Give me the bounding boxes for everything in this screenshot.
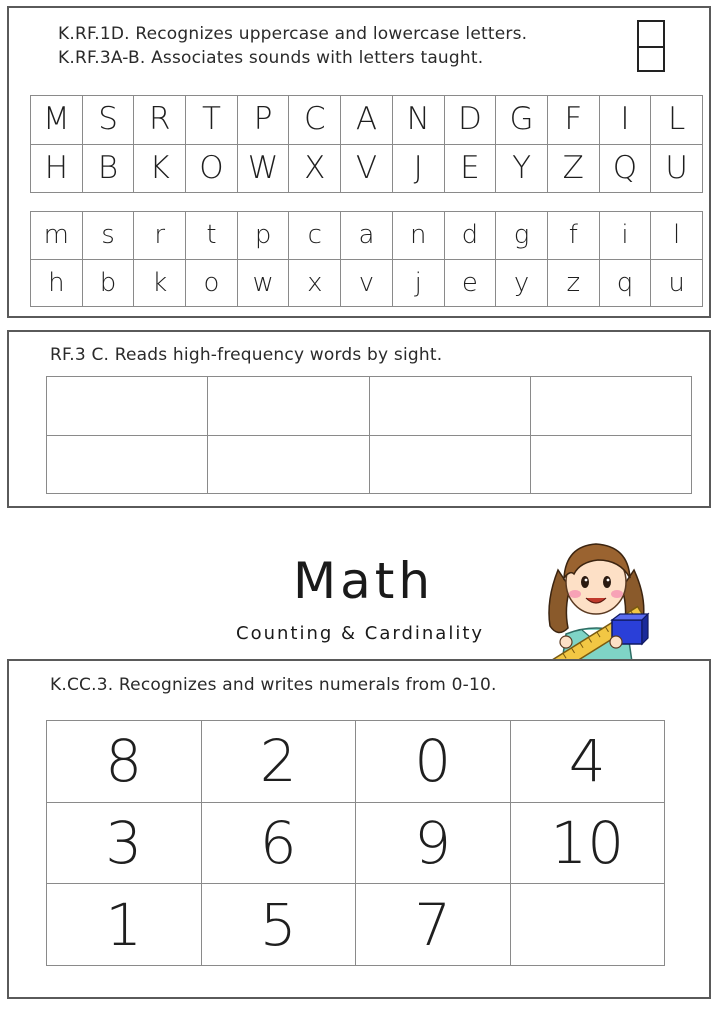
uppercase-letter-cell: F — [548, 96, 600, 145]
lowercase-letter-cell: m — [31, 212, 83, 260]
lowercase-letter-cell: s — [83, 212, 135, 260]
sight-word-cell[interactable] — [531, 436, 692, 495]
uppercase-letter-cell: N — [393, 96, 445, 145]
numeral-cell: 6 — [202, 803, 357, 885]
uppercase-letter-cell: I — [600, 96, 652, 145]
numeral-cell: 5 — [202, 884, 357, 966]
lowercase-letter-cell: h — [31, 260, 83, 308]
lowercase-letter-cell: d — [445, 212, 497, 260]
uppercase-letter-cell: E — [445, 145, 497, 194]
lowercase-letter-cell: l — [651, 212, 703, 260]
lowercase-letter-cell: z — [548, 260, 600, 308]
numeral-cell: 2 — [202, 721, 357, 803]
numeral-cell: 0 — [356, 721, 511, 803]
numeral-cell: 1 — [47, 884, 202, 966]
lowercase-letter-cell: x — [289, 260, 341, 308]
uppercase-letter-cell: P — [238, 96, 290, 145]
numerals-standard: K.CC.3. Recognizes and writes numerals from 0-10. — [50, 675, 497, 695]
sight-word-cell[interactable] — [208, 377, 369, 436]
numerals-grid — [46, 720, 665, 966]
lowercase-letter-cell: v — [341, 260, 393, 308]
lowercase-letter-cell: k — [134, 260, 186, 308]
sight-word-cell[interactable] — [370, 436, 531, 495]
lowercase-letter-cell: w — [238, 260, 290, 308]
lowercase-letter-cell: c — [289, 212, 341, 260]
uppercase-letter-cell: V — [341, 145, 393, 194]
uppercase-letter-cell: Q — [600, 145, 652, 194]
lowercase-letter-cell: o — [186, 260, 238, 308]
uppercase-letter-cell: H — [31, 145, 83, 194]
uppercase-letter-cell: D — [445, 96, 497, 145]
lowercase-letter-cell: b — [83, 260, 135, 308]
numeral-cell: 4 — [511, 721, 666, 803]
numeral-cell: 9 — [356, 803, 511, 885]
math-subtitle: Counting & Cardinality — [236, 623, 485, 644]
sight-word-cell[interactable] — [370, 377, 531, 436]
lowercase-letter-cell: q — [600, 260, 652, 308]
uppercase-letter-cell: W — [238, 145, 290, 194]
sight-word-cell[interactable] — [47, 436, 208, 495]
uppercase-letter-cell: K — [134, 145, 186, 194]
lowercase-letter-cell: p — [238, 212, 290, 260]
uppercase-letter-cell: X — [289, 145, 341, 194]
uppercase-letter-cell: R — [134, 96, 186, 145]
lowercase-letter-cell: r — [134, 212, 186, 260]
uppercase-letter-cell: Y — [496, 145, 548, 194]
numeral-cell: 8 — [47, 721, 202, 803]
uppercase-letter-cell: C — [289, 96, 341, 145]
lowercase-letter-cell: e — [445, 260, 497, 308]
uppercase-letter-cell: J — [393, 145, 445, 194]
sight-word-cell[interactable] — [47, 377, 208, 436]
math-title: Math — [293, 552, 435, 610]
lowercase-letter-cell: a — [341, 212, 393, 260]
sight-word-cell[interactable] — [531, 377, 692, 436]
checkbox-divider — [639, 46, 663, 48]
uppercase-letter-cell: M — [31, 96, 83, 145]
lowercase-letter-cell: y — [496, 260, 548, 308]
lowercase-letter-cell: t — [186, 212, 238, 260]
sight-words-grid — [46, 376, 692, 494]
uppercase-letter-cell: Z — [548, 145, 600, 194]
numeral-cell: 10 — [511, 803, 666, 885]
girl-with-ruler-illustration — [536, 530, 656, 662]
lowercase-letter-grid — [30, 211, 703, 307]
lowercase-letter-cell: u — [651, 260, 703, 308]
letters-standard-line1: K.RF.1D. Recognizes uppercase and lowercase letters. — [58, 24, 528, 44]
numeral-cell: 7 — [356, 884, 511, 966]
lowercase-letter-cell: n — [393, 212, 445, 260]
uppercase-letter-cell: O — [186, 145, 238, 194]
uppercase-letter-cell: T — [186, 96, 238, 145]
uppercase-letter-grid — [30, 95, 703, 193]
uppercase-letter-cell: G — [496, 96, 548, 145]
numeral-cell: 3 — [47, 803, 202, 885]
uppercase-letter-cell: S — [83, 96, 135, 145]
uppercase-letter-cell: U — [651, 145, 703, 194]
assessment-checkbox[interactable] — [637, 20, 665, 72]
sight-word-cell[interactable] — [208, 436, 369, 495]
sight-words-standard: RF.3 C. Reads high-frequency words by sight. — [50, 345, 443, 365]
lowercase-letter-cell: f — [548, 212, 600, 260]
lowercase-letter-cell: j — [393, 260, 445, 308]
uppercase-letter-cell: B — [83, 145, 135, 194]
uppercase-letter-cell: A — [341, 96, 393, 145]
uppercase-letter-cell: L — [651, 96, 703, 145]
letters-standard-line2: K.RF.3A-B. Associates sounds with letters taught. — [58, 48, 484, 68]
numeral-cell — [511, 884, 666, 966]
lowercase-letter-cell: i — [600, 212, 652, 260]
lowercase-letter-cell: g — [496, 212, 548, 260]
